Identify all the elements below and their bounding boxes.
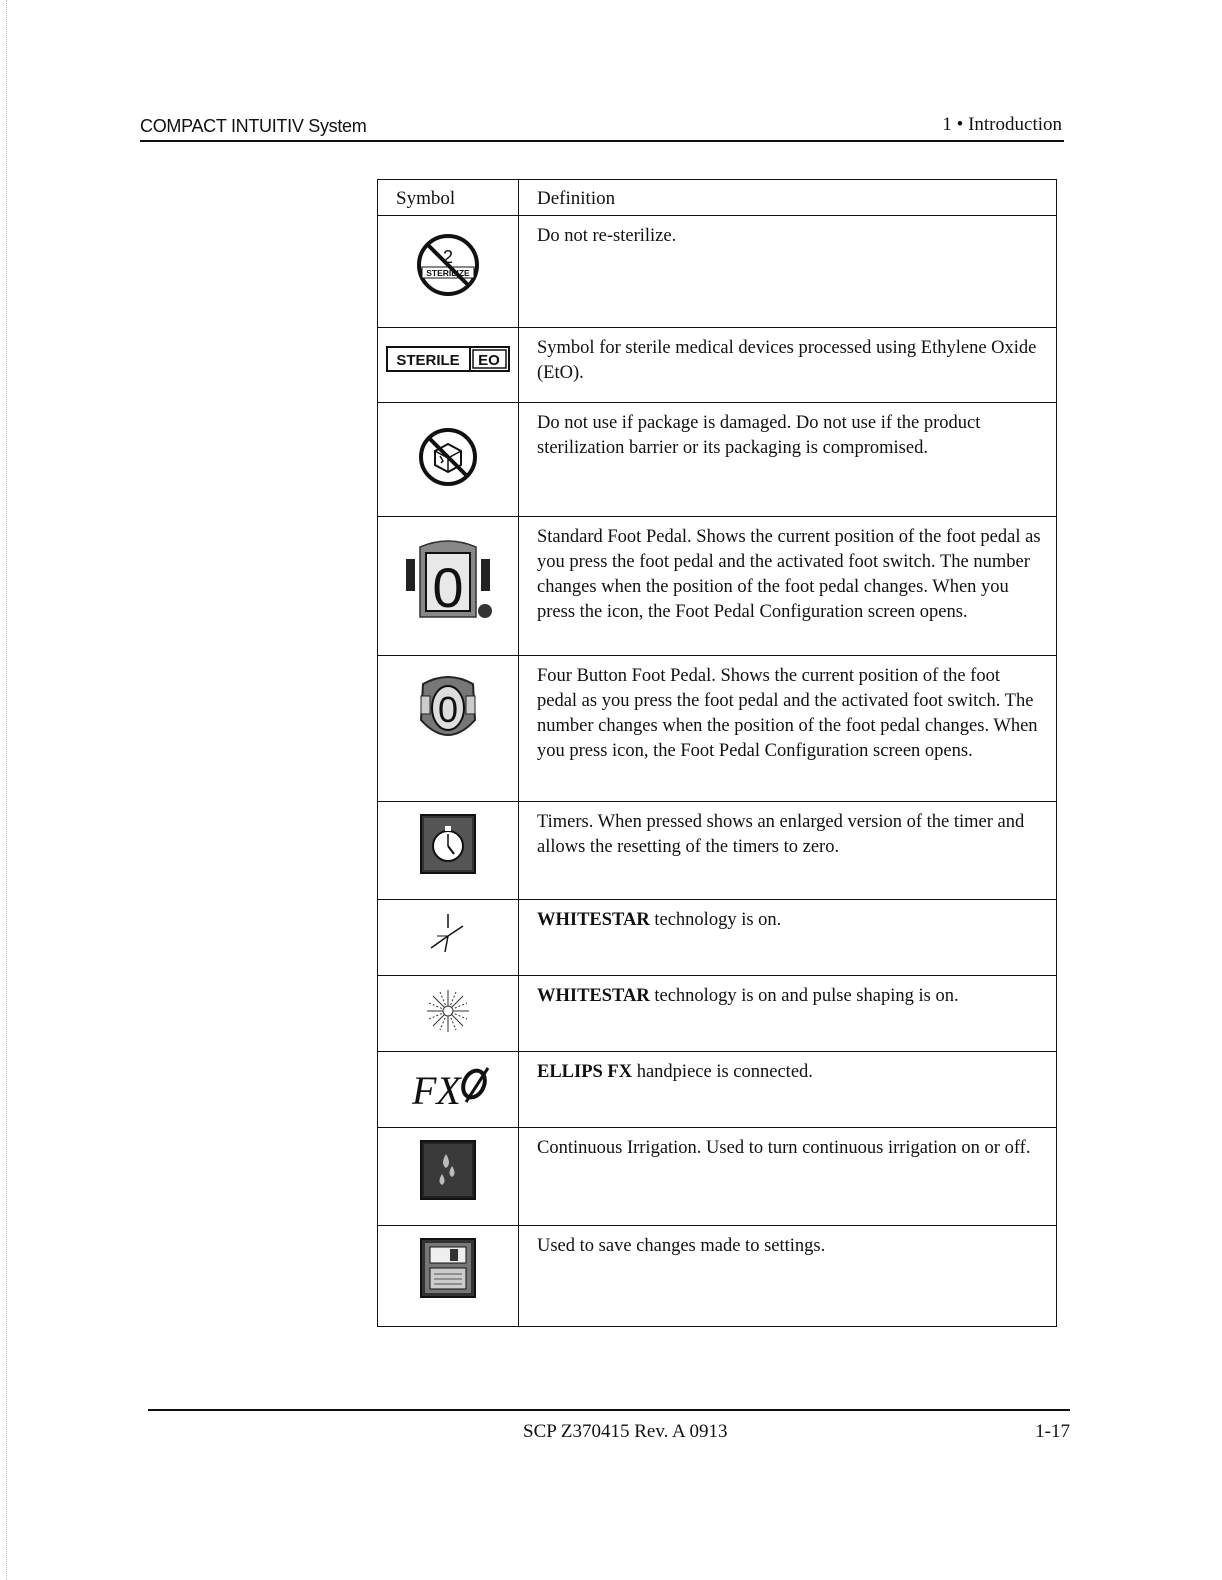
svg-text:0: 0 xyxy=(432,556,464,619)
footer-rule xyxy=(148,1409,1070,1411)
scan-margin-line xyxy=(6,0,8,1580)
four-button-foot-pedal-icon xyxy=(413,670,483,750)
table-row xyxy=(378,517,1057,656)
do-not-resterilize-icon xyxy=(413,230,483,300)
header-rule xyxy=(140,140,1064,142)
table-row xyxy=(378,328,1057,403)
definition-cell xyxy=(519,900,1057,976)
definition-cell: Symbol for sterile medical devices processed using Ethylene Oxide (EtO). xyxy=(519,328,1057,403)
save-icon xyxy=(420,1238,476,1298)
svg-text:2: 2 xyxy=(442,247,454,267)
table-row xyxy=(378,403,1057,517)
header-system-name: COMPACT INTUITIV System xyxy=(140,116,367,136)
definition-cell xyxy=(519,1052,1057,1128)
timer-icon xyxy=(420,814,476,874)
page-number: 1-17 xyxy=(1035,1421,1070,1442)
table-row xyxy=(378,900,1057,976)
table-row xyxy=(378,976,1057,1052)
table-row xyxy=(378,1052,1057,1128)
definition-cell: Timers. When pressed shows an enlarged version of the timer and allows the resetting of the timers to zero. xyxy=(519,802,1057,900)
definition-text: technology is on and pulse shaping is on. xyxy=(649,986,959,1006)
ellips-fx-term: ELLIPS FX xyxy=(537,1062,633,1082)
svg-text:EO: EO xyxy=(478,352,500,369)
definition-cell: Continuous Irrigation. Used to turn continuous irrigation on or off. xyxy=(519,1128,1057,1226)
footer-document-id: SCP Z370415 Rev. A 0913 xyxy=(523,1421,728,1442)
symbol-cell xyxy=(378,403,519,517)
table-header-row xyxy=(378,180,1057,216)
symbol-cell xyxy=(378,656,519,802)
ellips-fx-icon xyxy=(400,1062,496,1114)
standard-foot-pedal-icon xyxy=(400,535,496,635)
whitestar-pulse-icon xyxy=(423,986,473,1036)
col-definition-header: Definition xyxy=(519,180,1057,216)
continuous-irrigation-icon xyxy=(420,1140,476,1200)
symbol-cell xyxy=(378,900,519,976)
symbol-cell xyxy=(378,216,519,328)
svg-text:FX: FX xyxy=(412,1068,461,1113)
definition-cell: Four Button Foot Pedal. Shows the current position of the foot pedal as you press the foot pedal and the activated foot switch. The number changes when the position of the foot pedal changes. When you press icon, the Foot Pedal Configuration screen opens. xyxy=(519,656,1057,802)
symbol-cell xyxy=(378,976,519,1052)
definition-text: technology is on. xyxy=(649,910,782,930)
damaged-package-icon xyxy=(416,425,480,489)
whitestar-term: WHITESTAR xyxy=(537,986,650,1006)
definition-cell: Used to save changes made to settings. xyxy=(519,1226,1057,1327)
header-chapter: 1 • Introduction xyxy=(942,114,1062,135)
table-row xyxy=(378,216,1057,328)
table-row xyxy=(378,802,1057,900)
svg-text:0: 0 xyxy=(437,689,459,730)
svg-text:STERILE: STERILE xyxy=(396,352,460,369)
svg-text:STERILIZE: STERILIZE xyxy=(426,268,470,278)
symbol-table xyxy=(377,179,1057,1327)
definition-cell: Do not re-sterilize. xyxy=(519,216,1057,328)
table-row xyxy=(378,1226,1057,1327)
symbol-cell xyxy=(378,328,519,403)
definition-text: handpiece is connected. xyxy=(632,1062,813,1082)
symbol-cell xyxy=(378,1128,519,1226)
col-symbol-header: Symbol xyxy=(378,180,519,216)
sterile-eo-icon xyxy=(386,346,510,372)
definition-cell xyxy=(519,976,1057,1052)
table-row xyxy=(378,656,1057,802)
symbol-cell xyxy=(378,517,519,656)
symbol-cell xyxy=(378,1226,519,1327)
definition-cell: Standard Foot Pedal. Shows the current position of the foot pedal as you press the foot pedal and the activated foot switch. The number changes when the position of the foot pedal changes. When you press the icon, the Foot Pedal Configuration screen opens. xyxy=(519,517,1057,656)
whitestar-icon xyxy=(423,912,473,958)
symbol-cell xyxy=(378,1052,519,1128)
symbol-cell xyxy=(378,802,519,900)
whitestar-term: WHITESTAR xyxy=(537,910,650,930)
definition-cell: Do not use if package is damaged. Do not use if the product sterilization barrier or its packaging is compromised. xyxy=(519,403,1057,517)
table-row xyxy=(378,1128,1057,1226)
